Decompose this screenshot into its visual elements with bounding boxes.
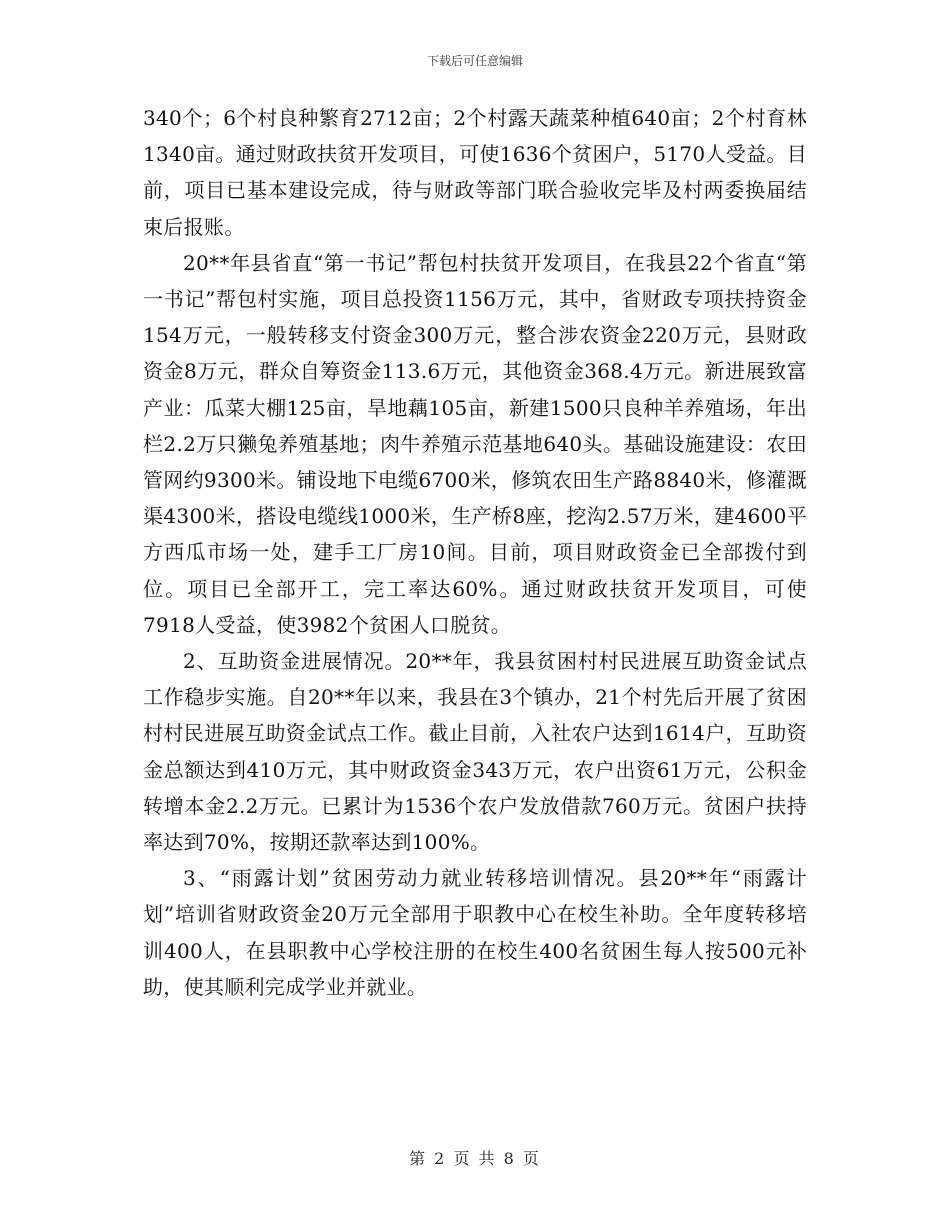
- document-body: [143, 100, 807, 1005]
- paragraph-mutual-aid-funds: 2、互助资金进展情况。20**年，我县贫困村村民进展互助资金试点工作稳步实施。自20**年以来，我县在3个镇办，21个村先后开展了贫困村村民进展互助资金试点工作。截止目前，入社农户达到1614户，互助资金总额达到410万元，其中财政资金343万元，农户出资61万元，公积金转增本金2.2万元。已累计为1536个农户发放借款760万元。贫困户扶持率达到70%，按期还款率达到100%。: [143, 649, 807, 855]
- paragraph-first-secretary-project: 20**年县省直“第一书记”帮包村扶贫开发项目，在我县22个省直“第一书记”帮包村实施，项目总投资1156万元，其中，省财政专项扶持资金154万元，一般转移支付资金300万元，整合涉农资金220万元，县财政资金8万元，群众自筹资金113.6万元，其他资金368.4万元。新进展致富产业：瓜菜大棚125亩，旱地藕105亩，新建1500只良种羊养殖场，年出栏2.2万只獭兔养殖基地；肉牛养殖示范基地640头。基础设施建设：农田管网约9300米。铺设地下电缆6700米，修筑农田生产路8840米，修灌溉渠4300米，搭设电缆线1000米，生产桥8座，挖沟2.57万米，建4600平方西瓜市场一处，建手工厂房10间。目前，项目财政资金已全部拨付到位。项目已全部开工，完工率达60%。通过财政扶贫开发项目，可使7918人受益，使3982个贫困人口脱贫。: [143, 250, 807, 637]
- paragraph-yulu-plan: 3、“雨露计划”贫困劳动力就业转移培训情况。县20**年“雨露计划”培训省财政资金20万元全部用于职教中心在校生补助。全年度转移培训400人，在县职教中心学校注册的在校生400名贫困生每人按500元补助，使其顺利完成学业并就业。: [143, 866, 807, 999]
- page-footer: 第 2 页 共 8 页: [409, 1149, 541, 1168]
- page-header: 下载后可任意编辑: [426, 54, 523, 68]
- paragraph-continuation: 340个；6个村良种繁育2712亩；2个村露天蔬菜种植640亩；2个村育林1340亩。通过财政扶贫开发项目，可使1636个贫困户，5170人受益。目前，项目已基本建设完成，待与财政等部门联合验收完毕及村两委换届结束后报账。: [143, 106, 807, 239]
